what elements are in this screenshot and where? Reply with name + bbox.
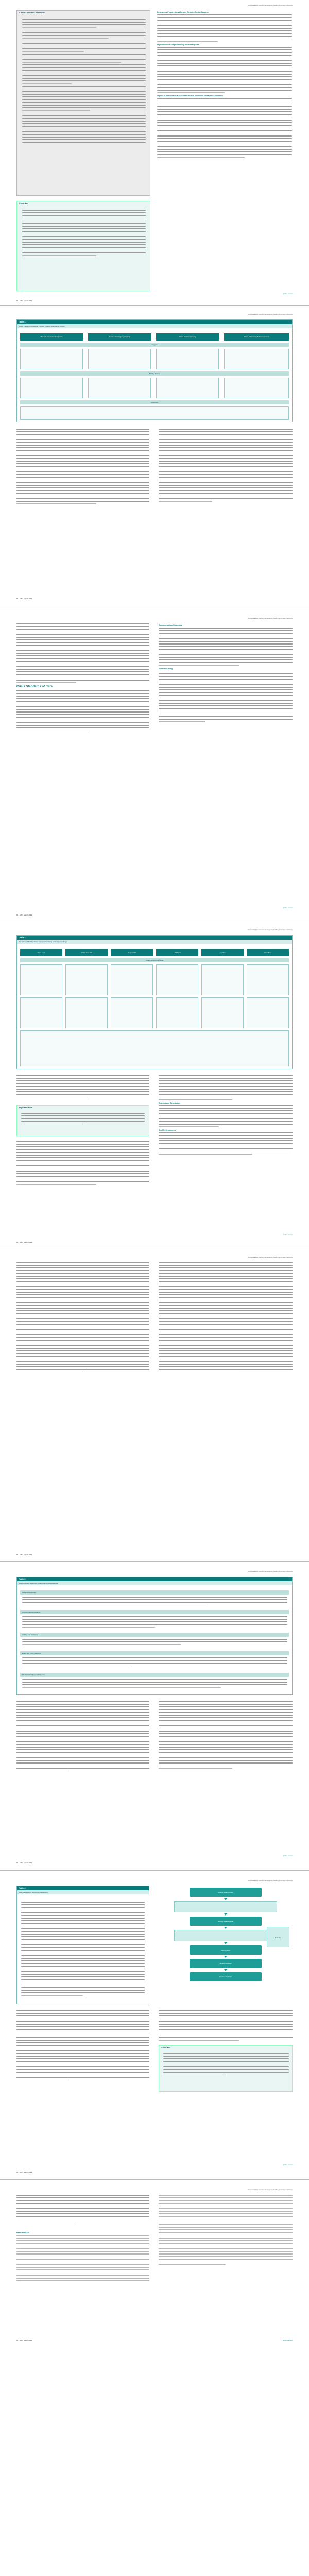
section-subheading-training: Training and Orientation <box>159 1101 180 1104</box>
arrow-down-icon <box>224 1956 227 1958</box>
table-3 <box>16 1577 293 1695</box>
section-heading-1: Emergency Preparedness Begins Before a Crisis Happens <box>157 11 209 13</box>
table-2 <box>16 935 293 1069</box>
table-4-title: Table 4. <box>17 1886 149 1890</box>
important-note-title: Important Note <box>19 1107 32 1109</box>
table-2-subtitle: Team-Based Staffing Model Components During an Emergency Surge <box>17 940 292 944</box>
section-subheading-1: Implications of Surge Planning for Nursing Staff <box>157 44 200 46</box>
about-you-title-2: About You <box>161 2047 170 2049</box>
learn-more-link[interactable]: Learn more ▸ <box>283 1855 293 1857</box>
important-note-box <box>16 1105 149 1136</box>
page-4-continue <box>16 1234 293 1236</box>
flow-detail-2 <box>174 1930 277 1941</box>
page-6-footer <box>16 1862 293 1864</box>
table-1-col-3: Phase 3: Crisis Capacity <box>156 333 219 341</box>
table-2-col-6: Float Pool <box>247 949 289 956</box>
footer-right[interactable]: ajnonline.com <box>283 2339 293 2341</box>
page-6-continue <box>16 1855 293 1857</box>
running-header: Nurse Leader's Guide to Emergency Staffing and Care Continuity <box>248 929 293 931</box>
flow-evaluate: Evaluate <box>267 1927 289 1947</box>
flow-step-5: Adjust and debrief <box>190 1972 262 1981</box>
table-1-col-4: Phase 4: Recovery & Reassessment <box>224 333 289 341</box>
page-3-footer <box>16 914 293 916</box>
section-subheading-2: Impact of Intervention-Based Staff Models on Patient Safety and Outcomes <box>157 95 223 97</box>
table-2-col-2: Critical Care RN <box>65 949 108 956</box>
learn-more-link[interactable]: Learn more ▸ <box>283 293 293 295</box>
table-2-row-header: Patient Assignment Model <box>20 958 289 962</box>
table-2-col-4: LPN/Tech <box>156 949 198 956</box>
table-1-row-1: Triggers <box>20 343 289 347</box>
table-1-col-2: Phase 2: Contingency Capacity <box>88 333 151 341</box>
about-you-title: About You <box>19 202 28 205</box>
table-2-title: Table 2. <box>17 936 292 940</box>
table-1-row-2: Staffing Actions <box>20 371 289 376</box>
table-1-subtitle: Surge Planning Framework: Phases, Triggers, and Staffing Actions <box>17 324 292 328</box>
table-1-col-1: Phase 1: Conventional Capacity <box>20 333 83 341</box>
table-2-col-1: Team Lead <box>20 949 62 956</box>
page-7-footer <box>16 2171 293 2173</box>
learn-more-link[interactable]: Learn more ▸ <box>283 1234 293 1236</box>
table-3-subtitle: Recommended Resources for Emergency Preparedness <box>17 1581 292 1585</box>
page-5 <box>0 1252 309 1607</box>
page-8 <box>0 2184 309 2524</box>
table-3-section-2: Clinical Practice Guidance <box>20 1610 289 1614</box>
table-1-title: Table 1. <box>17 320 292 324</box>
flow-step-1: Assess staffing needs <box>190 1888 262 1897</box>
workflow-diagram <box>159 1886 293 2004</box>
page-1-footer <box>16 300 293 302</box>
footer-left: 96 · AJN · March 2023 <box>16 914 32 916</box>
arrow-down-icon <box>224 1913 227 1916</box>
running-header: Nurse Leader's Guide to Emergency Staffing and Care Continuity <box>248 1570 293 1572</box>
page-4-footer <box>16 1241 293 1243</box>
arrow-down-icon <box>224 1898 227 1900</box>
references-heading: REFERENCES <box>16 2232 29 2234</box>
takeaways-box <box>16 10 150 196</box>
about-you-box-2 <box>159 2045 293 2092</box>
table-2-col-5: Ancillary <box>201 949 244 956</box>
flow-detail-1 <box>174 1901 277 1912</box>
running-header: Nurse Leader's Guide to Emergency Staffing and Care Continuity <box>248 1256 293 1258</box>
footer-left: 96 · AJN · March 2023 <box>16 1862 32 1864</box>
page-7-continue <box>16 2164 293 2166</box>
running-header: Nurse Leader's Guide to Emergency Staffing and Care Continuity <box>248 1879 293 1882</box>
footer-left: 96 · AJN · March 2023 <box>16 598 32 600</box>
table-3-section-3: Staffing and Workforce <box>20 1633 289 1637</box>
footer-left: 96 · AJN · March 2023 <box>16 1554 32 1556</box>
arrow-down-icon <box>224 1969 227 1971</box>
footer-left: 96 · AJN · March 2023 <box>16 300 32 302</box>
running-header: Nurse Leader's Guide to Emergency Staffing and Care Continuity <box>248 313 293 315</box>
page-3-continue <box>16 907 293 909</box>
table-3-section-1: General Resources <box>20 1590 289 1595</box>
page-6 <box>0 1566 309 1906</box>
page-8-footer <box>16 2339 293 2341</box>
page-1-continue <box>16 293 293 295</box>
flow-step-3: Deploy teams <box>190 1945 262 1955</box>
page-divider <box>0 1870 309 1871</box>
table-1-row-3: Outcomes <box>20 400 289 404</box>
page-4 <box>0 925 309 1293</box>
table-3-section-5: Mental Health Support for Nurses <box>20 1673 289 1677</box>
running-header: Nurse Leader's Guide to Emergency Staffing and Care Continuity <box>248 4 293 6</box>
section-subheading-wellbeing: Staff Well-Being <box>159 667 173 670</box>
section-heading-crisis: Crisis Standards of Care <box>16 685 53 688</box>
learn-more-link[interactable]: Learn more ▸ <box>283 907 293 909</box>
arrow-down-icon <box>224 1942 227 1944</box>
section-subheading-redeploy: Staff Redeployment <box>159 1129 176 1131</box>
section-subheading-comm: Communication Strategies <box>159 624 182 626</box>
running-header: Nurse Leader's Guide to Emergency Staffing and Care Continuity <box>248 617 293 619</box>
running-header: Nurse Leader's Guide to Emergency Staffing and Care Continuity <box>248 2189 293 2191</box>
page-divider <box>0 1561 309 1562</box>
page-5-footer <box>16 1554 293 1556</box>
footer-left: 96 · AJN · March 2023 <box>16 1241 32 1243</box>
table-2-col-3: Support RN <box>111 949 153 956</box>
footer-left: 96 · AJN · March 2023 <box>16 2171 32 2173</box>
table-3-section-4: Ethics and Crisis Standards <box>20 1651 289 1655</box>
page-3 <box>0 613 309 969</box>
takeaways-title: AJN in 5 Minutes: Takeaways <box>19 12 45 14</box>
page-divider <box>0 305 309 306</box>
learn-more-link[interactable]: Learn more ▸ <box>283 2164 293 2166</box>
flow-step-2: Identify available staff <box>190 1917 262 1926</box>
page-2-footer <box>16 598 293 600</box>
flow-step-4: Monitor workload <box>190 1959 262 1968</box>
page-7 <box>0 1875 309 2215</box>
table-3-title: Table 3. <box>17 1577 292 1581</box>
footer-left: 96 · AJN · March 2023 <box>16 2339 32 2341</box>
table-4-subtitle: Key Strategies for Workforce Sustainability <box>17 1890 149 1894</box>
table-1 <box>16 319 293 422</box>
page-divider <box>0 2179 309 2180</box>
table-4 <box>16 1886 149 2004</box>
about-you-box <box>16 201 150 291</box>
arrow-down-icon <box>224 1927 227 1929</box>
